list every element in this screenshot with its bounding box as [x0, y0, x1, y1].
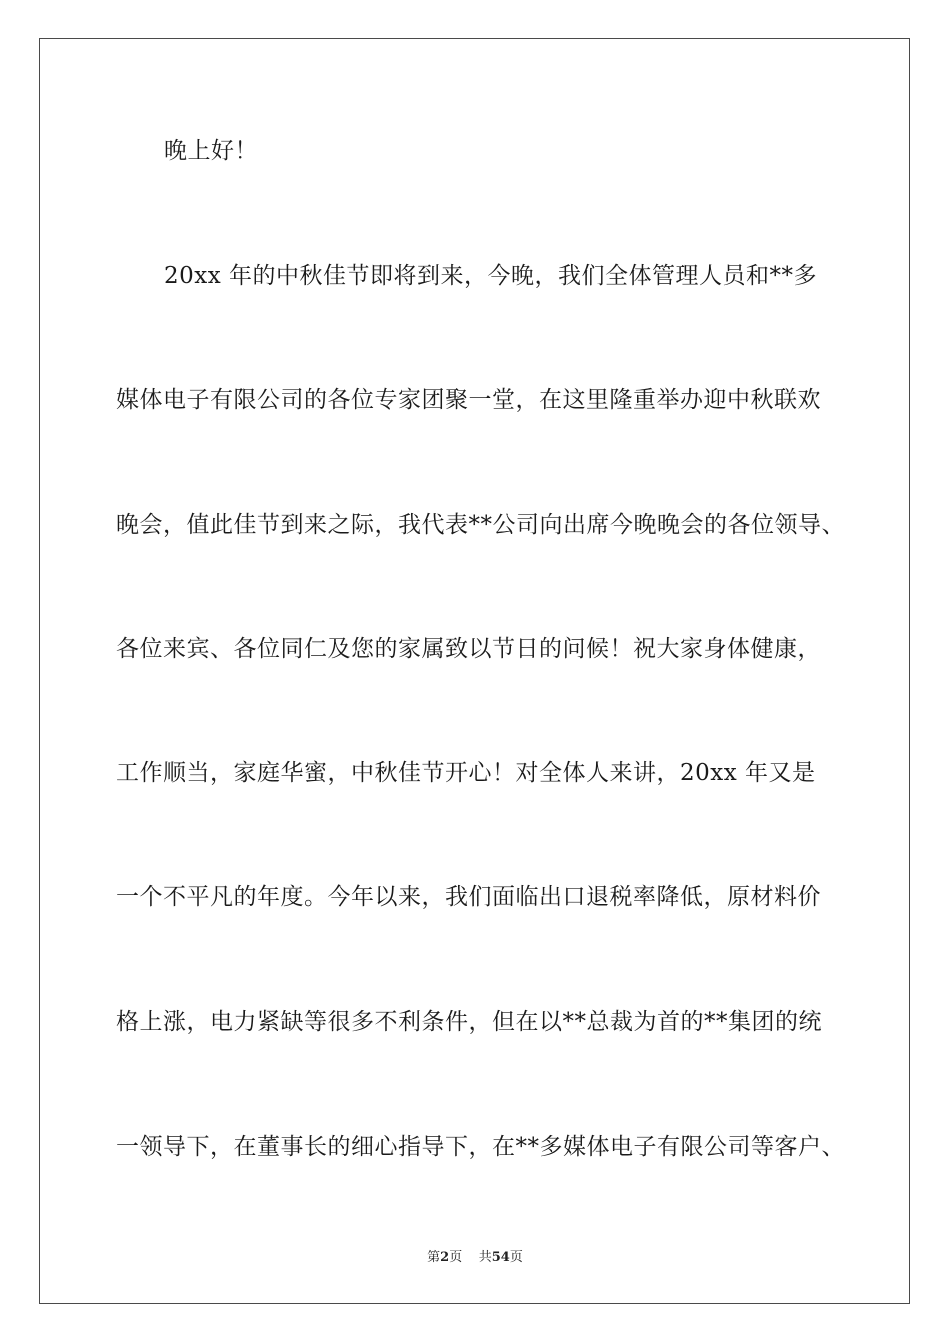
page-footer [0, 1246, 950, 1265]
page-current: 2 [440, 1250, 450, 1265]
body-line-1: 20xx 年的中秋佳节即将到来，今晚，我们全体管理人员和**多 [164, 263, 818, 289]
total-suffix: 页 [509, 1250, 523, 1265]
greeting-line: 晚上好！ [164, 138, 258, 164]
total-prefix: 共 [478, 1250, 492, 1265]
body-line-2: 媒体电子有限公司的各位专家团聚一堂，在这里隆重举办迎中秋联欢 [116, 387, 821, 413]
page-suffix: 页 [449, 1250, 463, 1265]
page-total: 54 [491, 1250, 510, 1265]
body-line-4: 各位来宾、各位同仁及您的家属致以节日的问候！祝大家身体健康， [116, 636, 821, 662]
body-line-7: 格上涨，电力紧缺等很多不利条件，但在以**总裁为首的**集团的统 [116, 1009, 822, 1035]
page-frame [39, 38, 910, 1304]
page-prefix: 第 [427, 1250, 441, 1265]
body-line-8: 一领导下，在董事长的细心指导下，在**多媒体电子有限公司等客户、 [116, 1134, 845, 1160]
body-line-3: 晚会，值此佳节到来之际，我代表**公司向出席今晚晚会的各位领导、 [116, 512, 845, 538]
body-line-5: 工作顺当，家庭华蜜，中秋佳节开心！对全体人来讲，20xx 年又是 [116, 760, 816, 786]
body-line-6: 一个不平凡的年度。今年以来，我们面临出口退税率降低，原材料价 [116, 884, 821, 910]
